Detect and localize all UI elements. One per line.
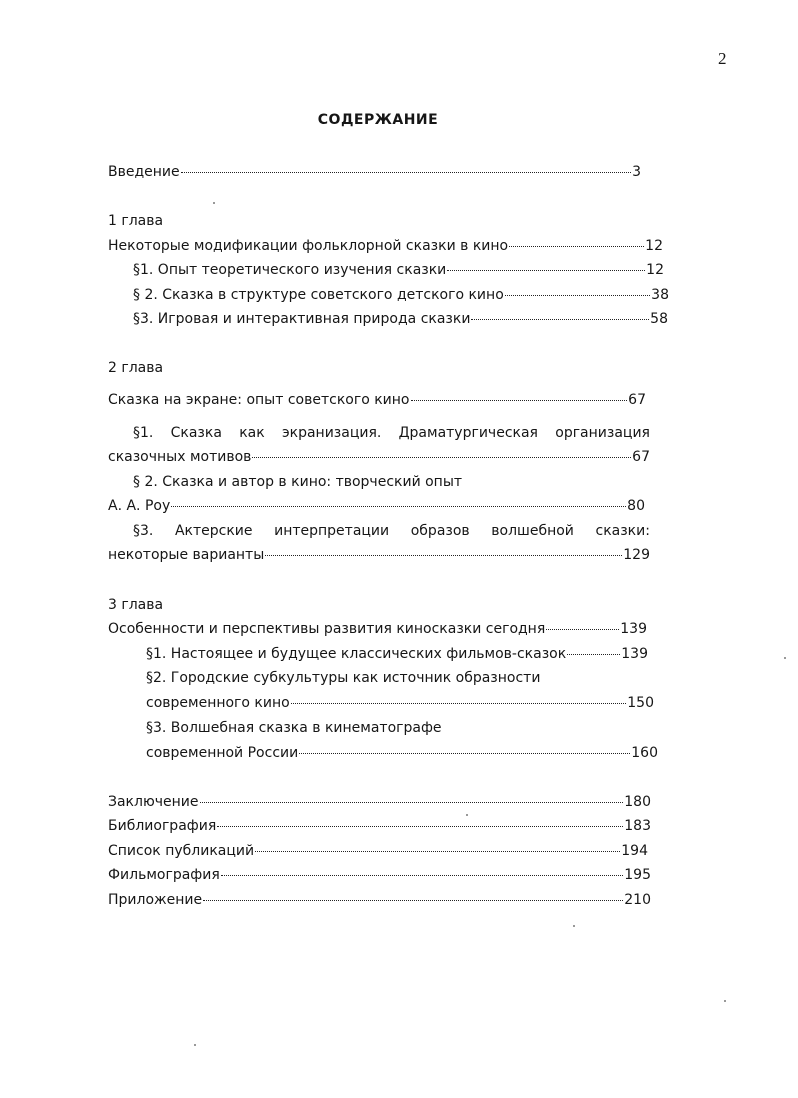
dot-leader <box>505 295 650 296</box>
word: образов <box>410 523 470 539</box>
toc-entry-label: некоторые варианты <box>108 547 265 563</box>
dot-leader <box>255 851 620 852</box>
toc-entry-page: 80 <box>627 498 645 514</box>
toc-entry-introduction[interactable] <box>108 164 641 184</box>
dot-leader <box>171 506 626 507</box>
toc-entry-ch2-section-1-line1[interactable] <box>133 425 650 441</box>
word: Сказка <box>170 425 222 441</box>
toc-entry-ch2-section-3-line1[interactable] <box>133 523 650 539</box>
toc-entry-label: Список публикаций <box>108 843 255 859</box>
dot-leader <box>471 319 649 320</box>
scan-speck <box>466 814 468 816</box>
toc-entry-page: 67 <box>632 449 650 465</box>
toc-entry-label: современного кино <box>146 695 290 711</box>
dot-leader <box>217 826 623 827</box>
toc-entry-page: 183 <box>624 818 651 834</box>
toc-entry-label: Некоторые модификации фольклорной сказки в кино <box>108 238 509 254</box>
word: волшебной <box>491 523 574 539</box>
toc-entry-page: 139 <box>621 646 648 662</box>
toc-entry-label: А. А. Роу <box>108 498 171 514</box>
toc-entry-label: Библиография <box>108 818 217 834</box>
dot-leader <box>291 703 627 704</box>
word: Драматургическая <box>398 425 538 441</box>
toc-entry-ch3-section-3-line2[interactable] <box>146 745 658 765</box>
toc-entry-label: Введение <box>108 164 180 180</box>
toc-entry-page: 150 <box>627 695 654 711</box>
scan-speck <box>194 1044 196 1046</box>
word: §1. <box>133 425 154 441</box>
dot-leader <box>181 172 631 173</box>
toc-entry-ch3-section-1[interactable] <box>146 646 648 666</box>
dot-leader <box>252 457 631 458</box>
toc-entry-conclusion[interactable] <box>108 794 651 814</box>
dot-leader <box>265 555 622 556</box>
toc-entry-label: сказочных мотивов <box>108 449 252 465</box>
toc-entry-page: 3 <box>632 164 641 180</box>
toc-entry-label: Приложение <box>108 892 203 908</box>
toc-entry-bibliography[interactable] <box>108 818 651 838</box>
toc-entry-publications[interactable] <box>108 843 648 863</box>
chapter-2-heading: 2 глава <box>108 360 164 376</box>
chapter-1-heading: 1 глава <box>108 213 164 229</box>
toc-entry-ch3-section-3-line1[interactable]: §3. Волшебная сказка в кинематографе <box>146 720 442 736</box>
toc-entry-ch2-section-2-line1[interactable]: § 2. Сказка и автор в кино: творческий опыт <box>133 474 463 490</box>
page-number: 2 <box>718 49 727 68</box>
toc-entry-page: 58 <box>650 311 668 327</box>
dot-leader <box>546 629 619 630</box>
toc-entry-label: Фильмография <box>108 867 220 883</box>
toc-entry-label: §1. Опыт теоретического изучения сказки <box>133 262 447 278</box>
toc-entry-appendix[interactable] <box>108 892 651 912</box>
toc-entry-label: § 2. Сказка в структуре советского детского кино <box>133 287 504 303</box>
toc-entry-ch1-section-2[interactable] <box>133 287 669 307</box>
toc-entry-page: 194 <box>621 843 648 859</box>
dot-leader <box>200 802 624 803</box>
toc-entry-ch3-section-2-line1[interactable]: §2. Городские субкультуры как источник образности <box>146 670 541 686</box>
dot-leader <box>411 400 628 401</box>
chapter-3-heading: 3 глава <box>108 597 164 613</box>
toc-entry-label: §1. Настоящее и будущее классических фильмов-сказок <box>146 646 567 662</box>
word: как <box>239 425 265 441</box>
toc-entry-page: 12 <box>646 262 664 278</box>
word: §3. <box>133 523 154 539</box>
scan-speck <box>724 1000 726 1002</box>
toc-entry-ch2-section-1-line2[interactable] <box>108 449 650 469</box>
toc-entry-page: 12 <box>645 238 663 254</box>
toc-entry-page: 139 <box>620 621 647 637</box>
scan-speck <box>573 925 575 927</box>
toc-entry-label: Заключение <box>108 794 199 810</box>
scan-speck <box>213 202 215 204</box>
page-title: СОДЕРЖАНИЕ <box>317 112 439 128</box>
dot-leader <box>299 753 630 754</box>
toc-entry-ch1-section-3[interactable] <box>133 311 668 331</box>
toc-entry-label: §3. Игровая и интерактивная природа сказки <box>133 311 471 327</box>
toc-entry-page: 180 <box>624 794 651 810</box>
word: организация <box>555 425 650 441</box>
scan-speck <box>784 657 786 659</box>
toc-entry-label: Особенности и перспективы развития киносказки сегодня <box>108 621 546 637</box>
toc-entry-page: 67 <box>628 392 646 408</box>
toc-entry-ch2-section-2-line2[interactable] <box>108 498 645 518</box>
dot-leader <box>203 900 623 901</box>
dot-leader <box>221 875 623 876</box>
toc-entry-page: 129 <box>623 547 650 563</box>
toc-entry-label: современной России <box>146 745 299 761</box>
toc-entry-chapter-2-title[interactable] <box>108 392 646 412</box>
toc-entry-chapter-1-title[interactable] <box>108 238 663 258</box>
dot-leader <box>509 246 644 247</box>
word: интерпретации <box>274 523 390 539</box>
toc-entry-page: 210 <box>624 892 651 908</box>
word: экранизация. <box>281 425 382 441</box>
word: сказки: <box>595 523 650 539</box>
toc-entry-chapter-3-title[interactable] <box>108 621 647 641</box>
dot-leader <box>447 270 645 271</box>
toc-entry-ch2-section-3-line2[interactable] <box>108 547 650 567</box>
toc-entry-page: 160 <box>631 745 658 761</box>
toc-entry-ch1-section-1[interactable] <box>133 262 664 282</box>
toc-entry-ch3-section-2-line2[interactable] <box>146 695 654 715</box>
toc-entry-page: 195 <box>624 867 651 883</box>
toc-entry-filmography[interactable] <box>108 867 651 887</box>
toc-entry-label: Сказка на экране: опыт советского кино <box>108 392 410 408</box>
dot-leader <box>567 654 620 655</box>
word: Актерские <box>174 523 253 539</box>
toc-entry-page: 38 <box>651 287 669 303</box>
